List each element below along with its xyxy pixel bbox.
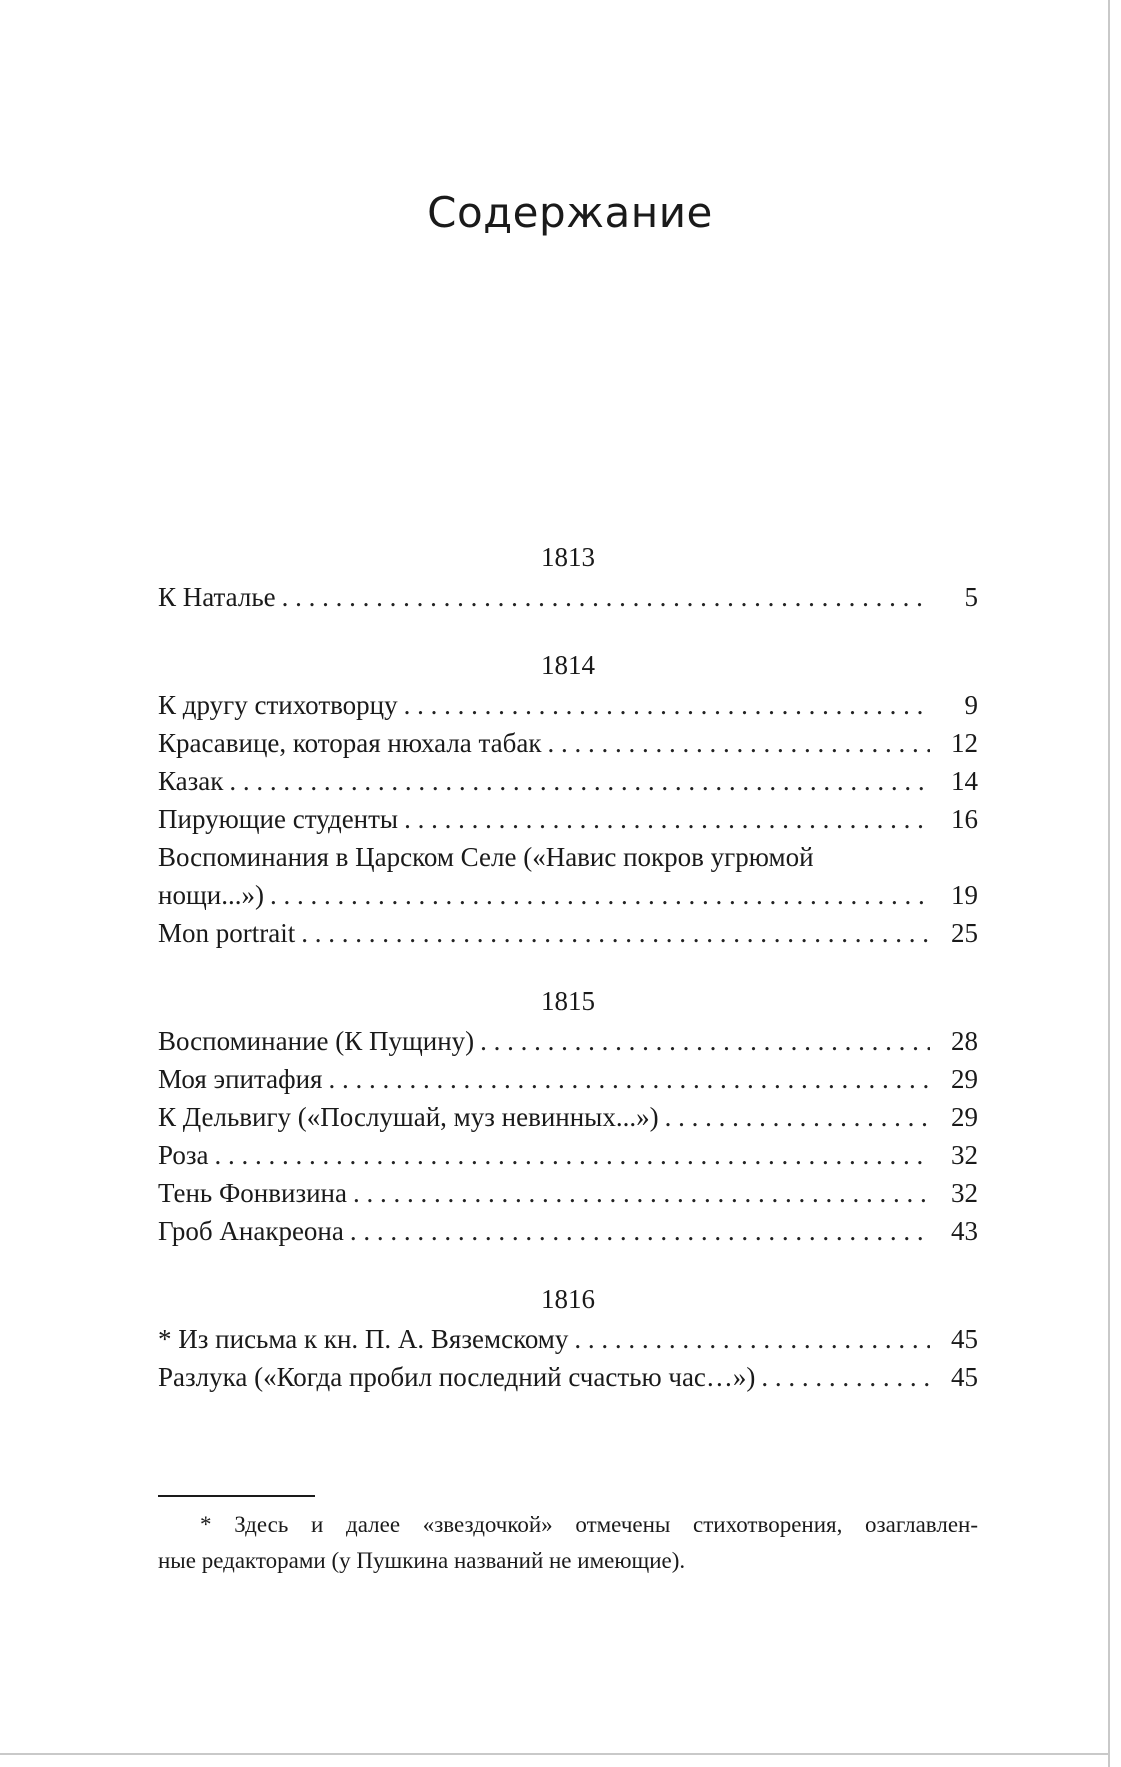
entry-title: Моя эпитафия — [158, 1064, 323, 1094]
entry-title: Гроб Анакреона — [158, 1216, 344, 1246]
page-number: 45 — [951, 1362, 978, 1392]
page-number: 32 — [951, 1140, 978, 1170]
footnote-line: * Здесь и далее «звездочкой» отмечены стихотворения, озаглавлен- — [200, 1512, 978, 1537]
toc-entry[interactable] — [158, 1320, 978, 1358]
dot-leader — [353, 1174, 930, 1212]
toc-entry[interactable] — [158, 1358, 978, 1396]
entry-title: Разлука («Когда пробил последний счастью час…») — [158, 1362, 756, 1392]
dot-leader — [350, 1212, 930, 1250]
entry-title: Mon portrait — [158, 918, 296, 948]
entry-title: Роза — [158, 1140, 209, 1170]
page-number: 29 — [951, 1102, 978, 1132]
section-year: 1814 — [541, 650, 595, 680]
dot-leader — [574, 1320, 930, 1358]
page-number: 16 — [951, 804, 978, 834]
dot-leader — [404, 686, 930, 724]
page-number: 43 — [951, 1216, 978, 1246]
page-number: 29 — [951, 1064, 978, 1094]
dot-leader — [215, 1136, 931, 1174]
table-of-contents — [158, 536, 978, 1396]
entry-title: нощи...») — [158, 880, 264, 910]
entry-title: Казак — [158, 766, 224, 796]
dot-leader — [301, 914, 930, 952]
entry-title: К Наталье — [158, 582, 276, 612]
dot-leader — [480, 1022, 930, 1060]
entry-title-line[interactable]: Воспоминания в Царском Селе («Навис покров угрюмой — [158, 842, 814, 872]
entry-title: Красавице, которая нюхала табак — [158, 728, 542, 758]
dot-leader — [761, 1358, 930, 1396]
page-number: 9 — [964, 690, 978, 720]
toc-entry[interactable] — [158, 1174, 978, 1212]
toc-entry[interactable] — [158, 724, 978, 762]
page-edge — [1108, 0, 1110, 1767]
footnote-line: ные редакторами (у Пушкина названий не имеющие). — [158, 1548, 686, 1573]
entry-title: Пирующие студенты — [158, 804, 399, 834]
dot-leader — [270, 876, 930, 914]
toc-entry[interactable] — [158, 800, 978, 838]
page-number: 12 — [951, 728, 978, 758]
footnote-divider — [158, 1495, 315, 1497]
dot-leader — [548, 724, 931, 762]
toc-entry[interactable] — [158, 1136, 978, 1174]
page-number: 19 — [951, 880, 978, 910]
page-number: 14 — [951, 766, 978, 796]
toc-entry[interactable] — [158, 1022, 978, 1060]
entry-title: Воспоминание (К Пущину) — [158, 1026, 475, 1056]
toc-entry[interactable] — [158, 762, 978, 800]
toc-entry[interactable] — [158, 1098, 978, 1136]
entry-title: К другу стихотворцу — [158, 690, 398, 720]
entry-title: Тень Фонвизина — [158, 1178, 347, 1208]
page-number: 45 — [951, 1324, 978, 1354]
dot-leader — [328, 1060, 930, 1098]
page-number: 25 — [951, 918, 978, 948]
toc-entry[interactable] — [158, 578, 978, 616]
dot-leader — [665, 1098, 930, 1136]
section-year: 1815 — [541, 986, 595, 1016]
dot-leader — [229, 762, 930, 800]
toc-entry[interactable] — [158, 1060, 978, 1098]
dot-leader — [282, 578, 930, 616]
toc-entry[interactable] — [158, 686, 978, 724]
page-title: Содержание — [427, 188, 713, 237]
section-year: 1816 — [541, 1284, 595, 1314]
entry-title: * Из письма к кн. П. А. Вяземскому — [158, 1324, 569, 1354]
toc-entry[interactable] — [158, 876, 978, 914]
toc-entry[interactable] — [158, 1212, 978, 1250]
entry-title: К Дельвигу («Послушай, муз невинных...») — [158, 1102, 659, 1132]
page-number: 28 — [951, 1026, 978, 1056]
page-number: 32 — [951, 1178, 978, 1208]
page-number: 5 — [964, 582, 978, 612]
dot-leader — [404, 800, 930, 838]
section-year: 1813 — [541, 542, 595, 572]
toc-entry[interactable] — [158, 914, 978, 952]
page-edge — [0, 1753, 1110, 1755]
footnote — [158, 1507, 978, 1579]
